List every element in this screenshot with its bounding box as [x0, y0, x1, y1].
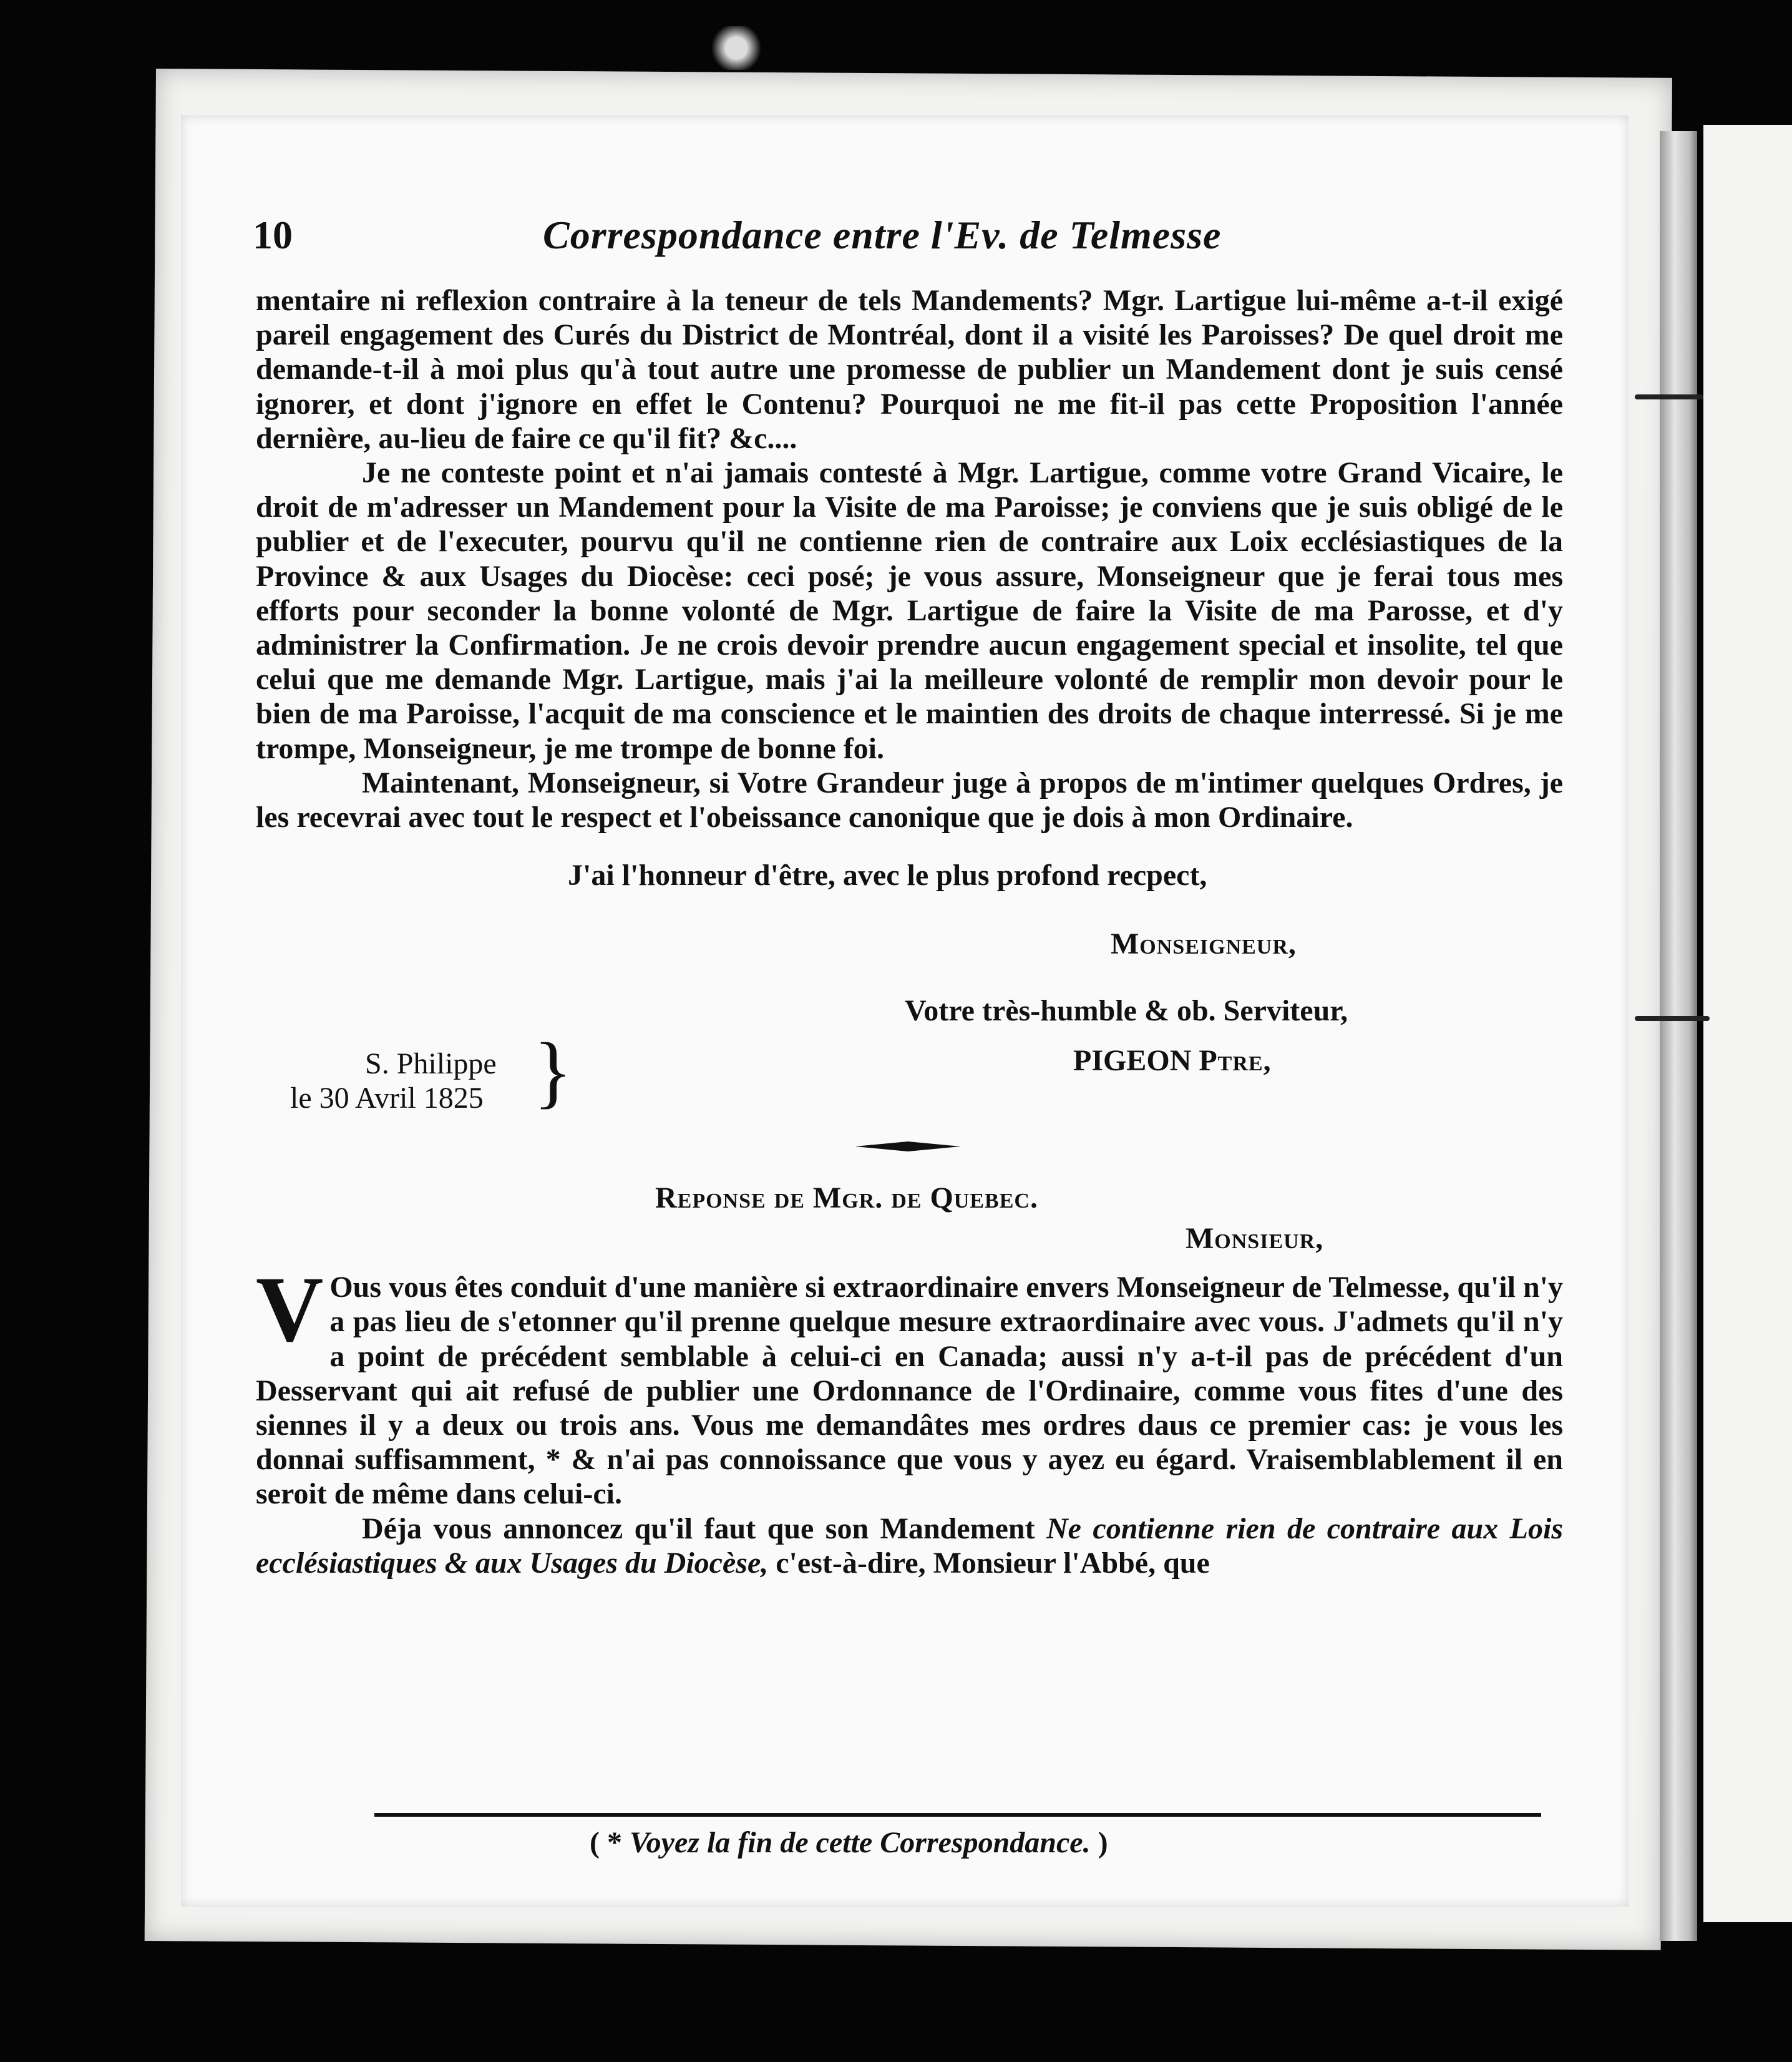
reply-salutation-row: [256, 1221, 1563, 1270]
reply-paragraph-2-end: c'est-à-dire, Monsieur l'Abbé, que: [768, 1546, 1210, 1580]
binding-thread-bottom: [1635, 1016, 1710, 1021]
letter-paragraph-2: Je ne conteste point et n'ai jamais contesté à Mgr. Lartigue, comme votre Grand Vicaire, le droit de m'adresser un Mandement pour la Visite de ma Paroisse; je conviens que je suis obligé de le publier et de l'executer, pourvu qu'il ne contienne rien de contraire aux Loix ecclésiastiques de la Province & aux Usages du Diocèse: ceci posé; je vous assure, Monseigneur que je ferai tous mes efforts pour seconder la bonne volonté de Mgr. Lartigue de faire la Visite de ma Parosse, et d'y administrer la Confirmation. Je ne crois devoir prendre aucun engagement special et insolite, tel que celui que me demande Mgr. Lartigue, mais j'ai la meilleure volonté de remplir mon devoir pour le bien de ma Paroisse, l'acquit de ma conscience et le maintien des droits de chaque interressé. Si je me trompe, Monseigneur, je me trompe de bonne foi.: [256, 456, 1563, 765]
letter-date: le 30 Avril 1825: [290, 1082, 484, 1115]
reply-salutation: Monsieur,: [1186, 1222, 1324, 1256]
letter-paragraph-3: Maintenant, Monseigneur, si Votre Grandeur juge à propos de m'intimer quelques Ordres, je les recevrai avec tout le respect et l'obeissance canonique que je dois à mon Ordinaire.: [256, 766, 1563, 834]
footnote-close: ): [1090, 1826, 1108, 1859]
footnote-open: ( *: [590, 1826, 630, 1859]
reply-paragraph-1: [256, 1258, 1563, 1511]
reply-paragraph-2-start: Déja vous annoncez qu'il faut que son Mandement: [362, 1512, 1046, 1545]
letter-paragraph-1: mentaire ni reflexion contraire à la teneur de tels Mandements? Mgr. Lartigue lui-même a-t-il exigé pareil engagement des Curés du District de Montréal, dont il a visité les Paroisses? De quel droit me demande-t-il à moi plus qu'à tout autre une promesse de publier un Mandement dont je suis censé ignorer, et dont j'ignore en effet le Contenu? Pourquoi ne me fit-il pas cette Proposition l'année dernière, au-lieu de faire ce qu'il fit? &c....: [256, 284, 1563, 455]
reply-paragraph-1-text: Ous vous êtes conduit d'une manière si extraordinaire envers Monseigneur de Telmesse, qu'il n'y a pas lieu de s'etonner qu'il prenne quelque mesure extraordinaire avec vous. J'admets qu'il n'y a point de précédent semblable à celui-ci en Canada; aussi n'y a-t-il pas de précédent d'un Desservant qui ait refusé de publier une Ordonnance de l'Ordinaire, comme vous fites d'une des siennes il y a deux ou trois ans. Vous me demandâtes mes ordres daus ce premier cas: je vous les donnai suffisamment, * & n'ai pas connoissance que vous y ayez eu égard. Vraisemblablement il en seroit de même dans celui-ci.: [256, 1271, 1563, 1511]
page-content: [253, 212, 1563, 1580]
footnote-text: Voyez la fin de cette Correspondance.: [629, 1826, 1091, 1859]
date-brace: }: [533, 1027, 573, 1117]
page-number: 10: [253, 213, 293, 257]
facing-page-edge: [1703, 125, 1792, 1922]
running-title: Correspondance entre l'Ev. de Telmesse: [543, 213, 1222, 257]
letter-place: S. Philippe: [365, 1047, 497, 1081]
letter-closing-block: [256, 834, 1563, 1221]
dropcap-letter: V: [256, 1258, 324, 1362]
closing-formula: J'ai l'honneur d'être, avec le plus profond recpect,: [568, 859, 1207, 892]
footnote-rule: [374, 1813, 1541, 1817]
signature: [1073, 1043, 1272, 1078]
reply-body: [256, 1258, 1563, 1580]
reply-paragraph-2-quote: Ne contienne rien de contraire aux Lois ecclésiastiques & aux Usages du Diocèse,: [256, 1512, 1563, 1580]
scan-speck: [708, 26, 764, 70]
page-header: [253, 212, 1563, 281]
binding-thread-top: [1635, 394, 1703, 399]
footnote: [590, 1825, 1108, 1860]
closing-salutation: Monseigneur,: [1111, 927, 1297, 961]
reply-heading: Reponse de Mgr. de Quebec.: [655, 1181, 1038, 1215]
section-ornament: [855, 1141, 961, 1151]
book-spine: [1660, 131, 1697, 1941]
reply-paragraph-2: [256, 1512, 1563, 1580]
signature-title: Ptre,: [1199, 1044, 1272, 1078]
signature-name: PIGEON: [1073, 1044, 1192, 1078]
servant-formula: Votre très-humble & ob. Serviteur,: [905, 994, 1348, 1028]
